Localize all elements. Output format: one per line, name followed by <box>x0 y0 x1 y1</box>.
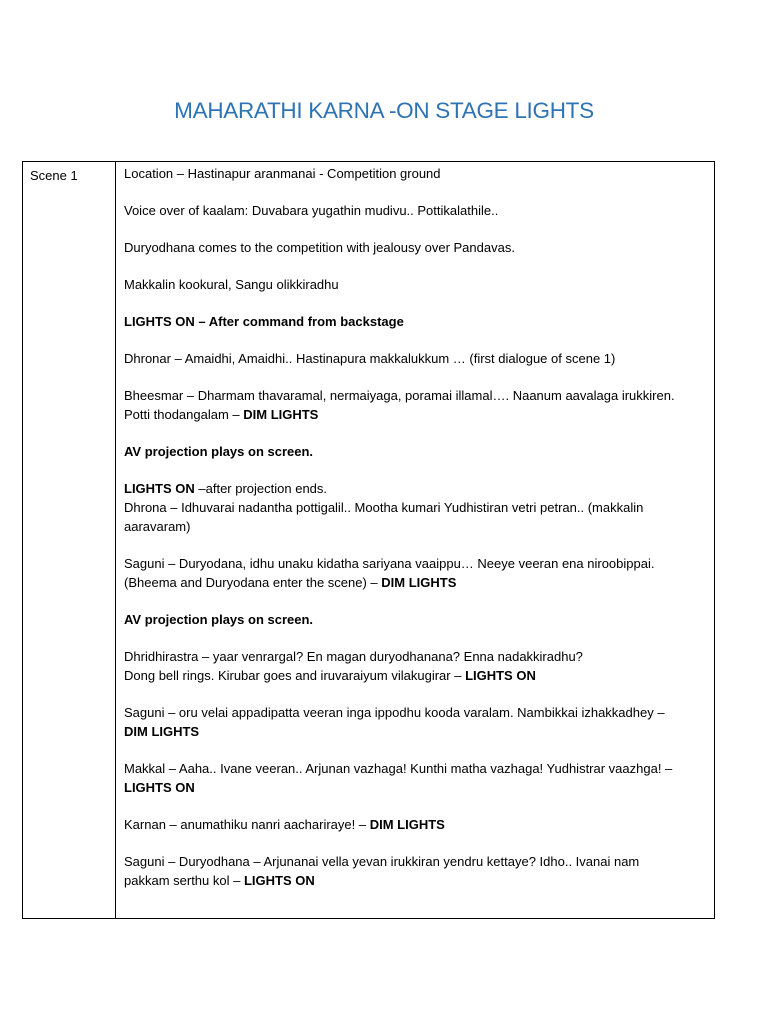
stage-direction-line: Duryodhana comes to the competition with jealousy over Pandavas. <box>124 240 515 255</box>
dialogue-saguni-3 <box>124 852 704 890</box>
dialogue-text <box>124 479 704 498</box>
lights-cue-bold: LIGHTS ON <box>243 873 315 888</box>
dialogue-text <box>124 722 704 741</box>
location-line: Location – Hastinapur aranmanai - Competition ground <box>124 166 441 181</box>
av-projection-bold: AV projection plays on screen. <box>124 444 314 459</box>
sound-cue-line: Makkalin kookural, Sangu olikkiradhu <box>124 277 339 292</box>
dialogue-text <box>124 778 704 797</box>
scene-label: Scene 1 <box>30 168 78 183</box>
dialogue-text: Makkal – Aaha.. Ivane veeran.. Arjunan vazhaga! Kunthi matha vazhaga! Yudhistrar vaazhga! – <box>124 761 673 776</box>
lights-cue-bold: DIM LIGHTS <box>369 817 445 832</box>
lights-cue-bold: LIGHTS ON <box>465 668 536 683</box>
dialogue-text: –after projection ends. <box>194 481 328 496</box>
dialogue-text: Saguni – Duryodhana – Arjunanai vella yevan irukkiran yendru kettaye? Idho.. Ivanai nam <box>124 854 640 869</box>
dialogue-text: Dhridhirastra – yaar venrargal? En magan duryodhanana? Enna nadakkiradhu? <box>124 649 583 664</box>
dialogue-dhrona <box>124 479 704 536</box>
dialogue-text: Potti thodangalam – <box>124 407 244 422</box>
av-projection-bold: AV projection plays on screen. <box>124 612 314 627</box>
dialogue-text: Bheesmar – Dharmam thavaramal, nermaiyaga, poramai illamal…. Naanum aavalaga irukkiren. <box>124 388 675 403</box>
av-projection-line <box>124 442 704 461</box>
lights-cue-bold: DIM LIGHTS <box>243 407 319 422</box>
dialogue-bheesmar <box>124 386 704 424</box>
dialogue-dhridhirastra <box>124 647 704 685</box>
lights-cue-bold: DIM LIGHTS <box>124 724 200 739</box>
lights-cue-bold: LIGHTS ON <box>124 481 195 496</box>
lights-cue-bold: LIGHTS ON <box>124 780 195 795</box>
lights-cue-bold: DIM LIGHTS <box>381 575 457 590</box>
voice-over-line: Voice over of kaalam: Duvabara yugathin mudivu.. Pottikalathile.. <box>124 203 499 218</box>
dialogue-text: (Bheema and Duryodana enter the scene) – <box>124 575 382 590</box>
dialogue-text: Saguni – Duryodana, idhu unaku kidatha sariyana vaaippu… Neeye veeran ena niroobippai. <box>124 556 655 571</box>
av-projection-line <box>124 610 704 629</box>
dialogue-text: Dong bell rings. Kirubar goes and iruvaraiyum vilakugirar – <box>124 668 466 683</box>
lights-cue-line <box>124 312 704 331</box>
scene-label-cell <box>23 162 116 918</box>
dialogue-karnan <box>124 815 704 834</box>
scene-table <box>22 161 715 919</box>
dialogue-text: Karnan – anumathiku nanri aachariraye! – <box>124 817 370 832</box>
lights-cue-bold: LIGHTS ON – After command from backstage <box>124 314 404 329</box>
dialogue-text: aaravaram) <box>124 519 191 534</box>
dialogue-text <box>124 871 704 890</box>
dialogue-text: pakkam serthu kol – <box>124 873 244 888</box>
scene-content-cell <box>116 162 714 918</box>
dialogue-saguni-2 <box>124 703 704 741</box>
dialogue-saguni-1 <box>124 554 704 592</box>
dialogue-text <box>124 573 704 592</box>
dialogue-text: Dhrona – Idhuvarai nadantha pottigalil.. Mootha kumari Yudhistiran vetri petran.. (makkalin <box>124 500 644 515</box>
dialogue-makkal <box>124 759 704 797</box>
dialogue-text: Saguni – oru velai appadipatta veeran inga ippodhu kooda varalam. Nambikkai izhakkadhey – <box>124 705 665 720</box>
dialogue-text <box>124 666 704 685</box>
document-title: MAHARATHI KARNA -ON STAGE LIGHTS <box>174 98 594 123</box>
dialogue-text <box>124 405 704 424</box>
dialogue-dhronar: Dhronar – Amaidhi, Amaidhi.. Hastinapura makkalukkum … (first dialogue of scene 1) <box>124 351 616 366</box>
